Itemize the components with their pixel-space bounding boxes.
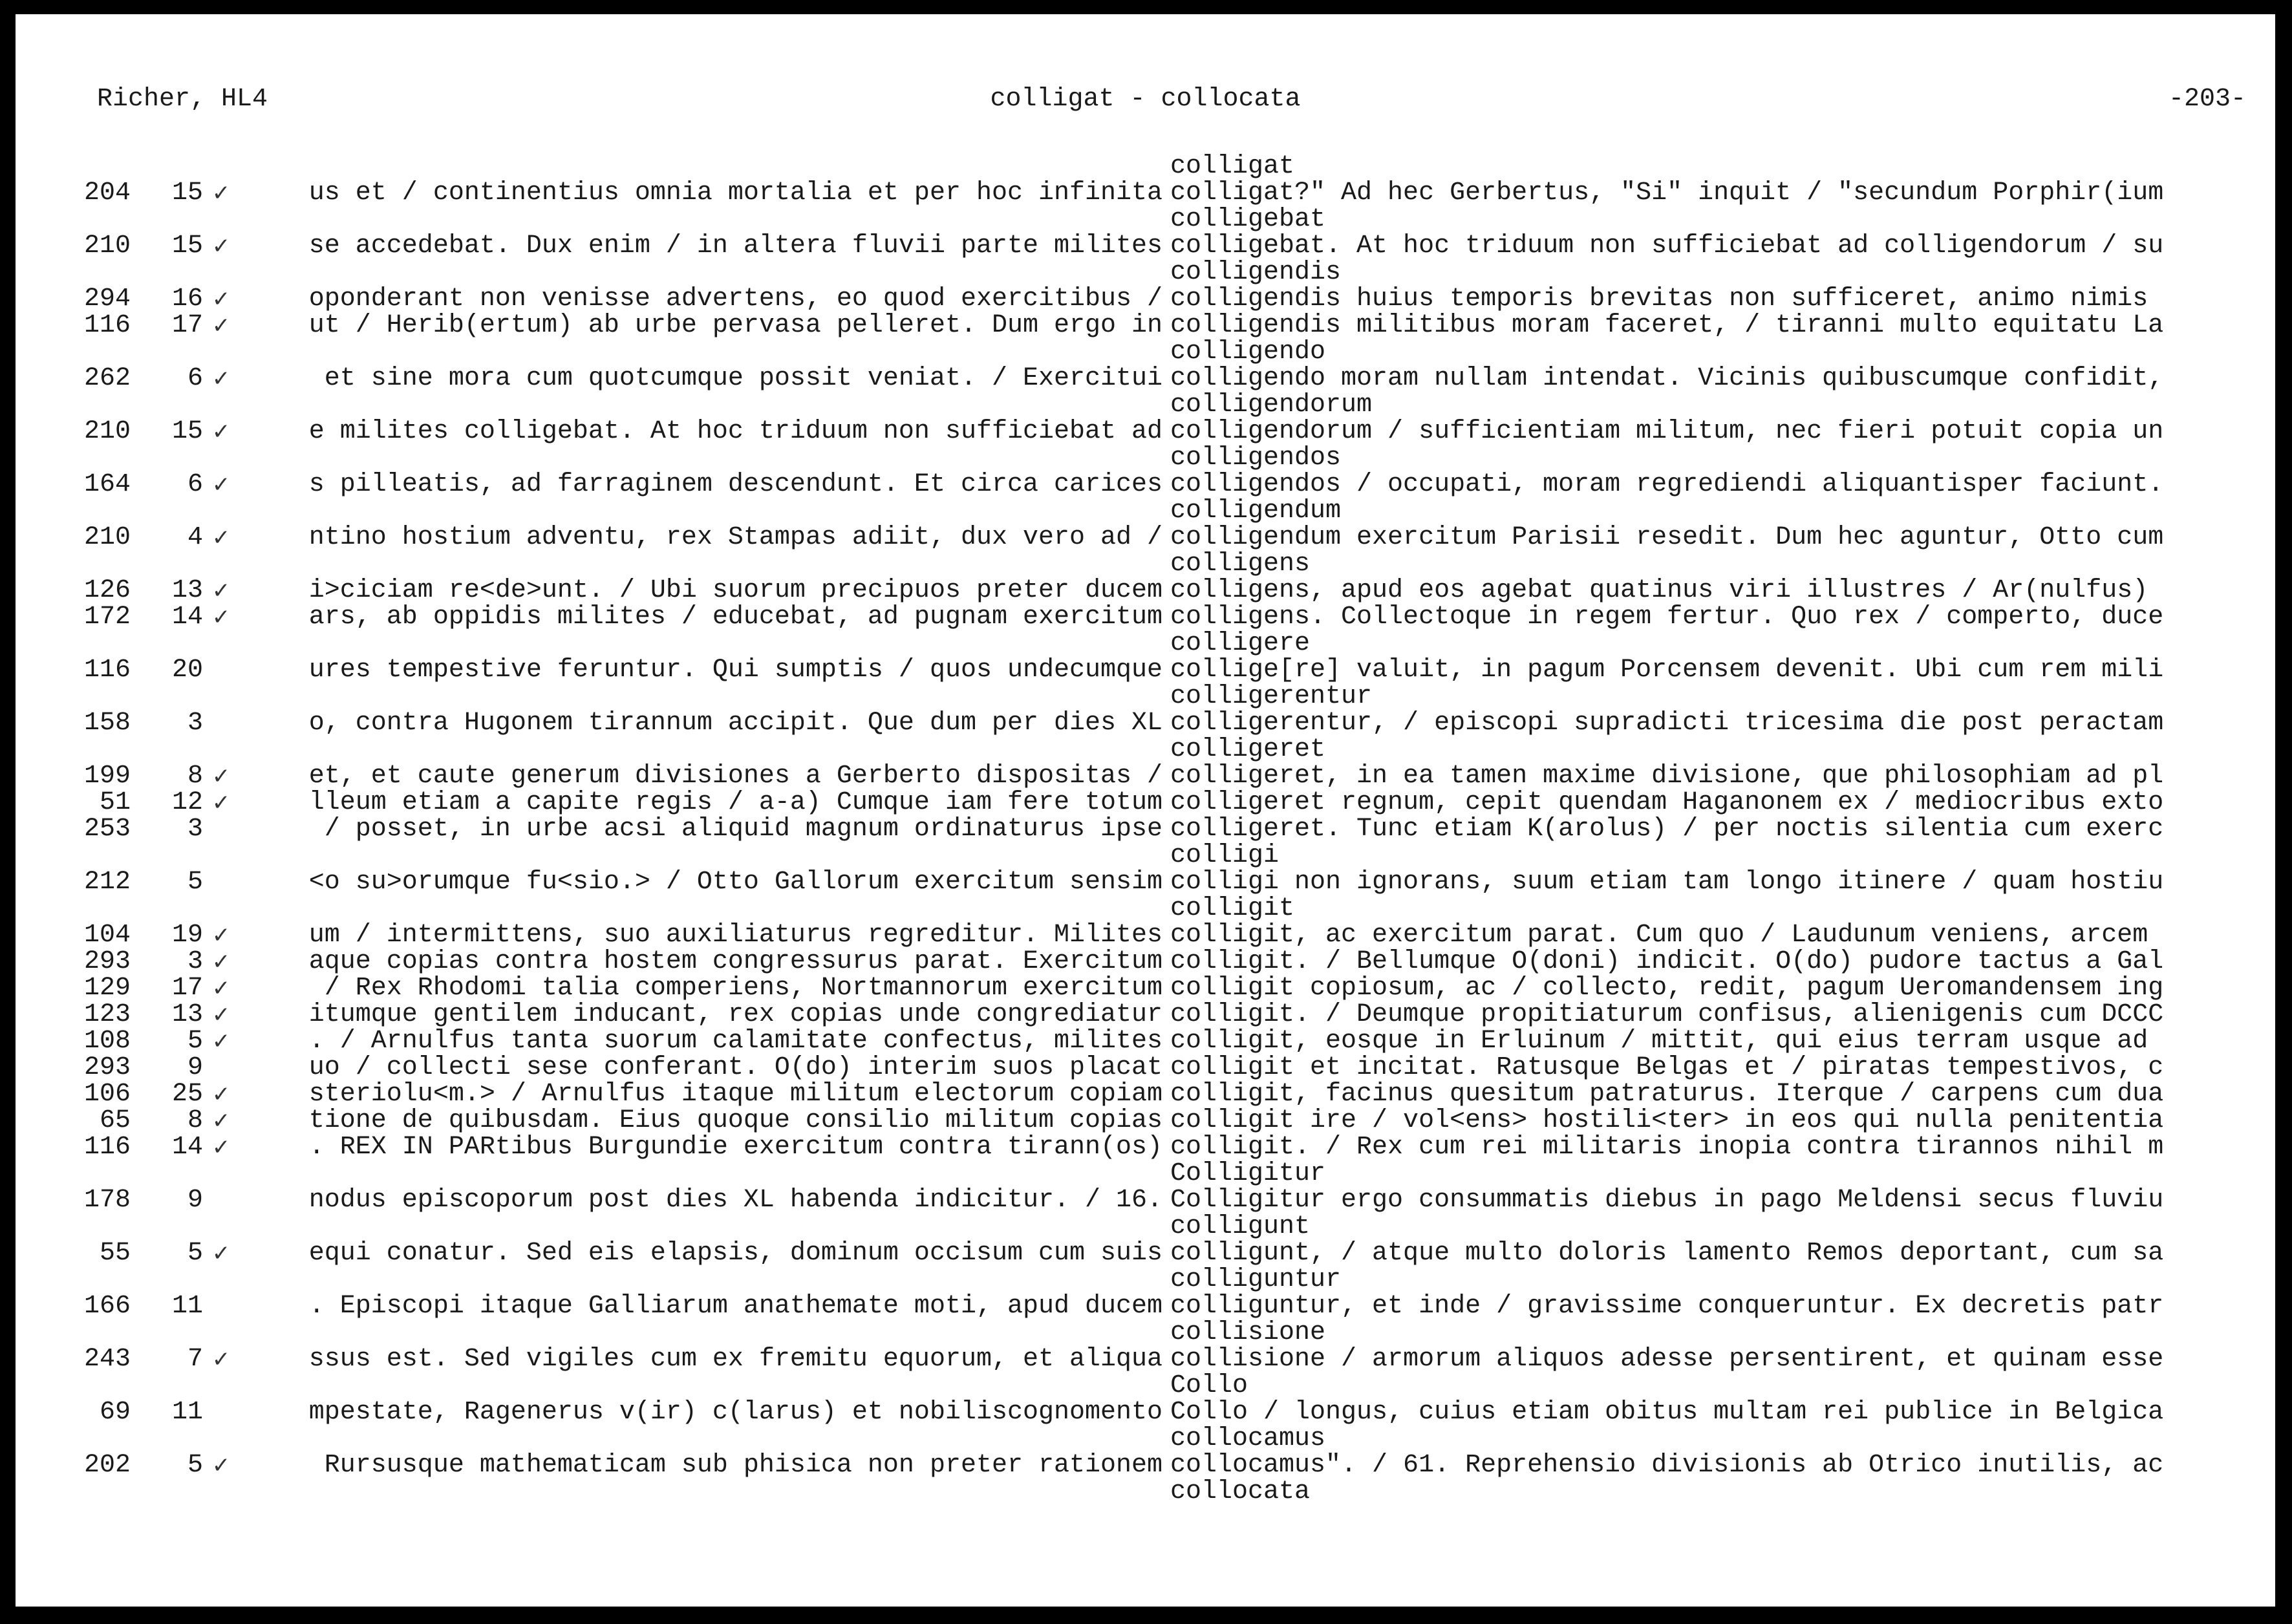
line-number: 13 (171, 1000, 203, 1029)
checkmark-icon: ✓ (211, 604, 231, 630)
concordance-list (16, 14, 2275, 1607)
right-context: colligendo moram nullam intendat. Vicinis quibuscumque confidit, (1170, 365, 2164, 393)
left-context: ures tempestive feruntur. Qui sumptis / quos undecumque (308, 656, 1162, 685)
line-number: 3 (187, 815, 203, 844)
checkmark-icon: ✓ (211, 790, 231, 816)
page-number: 55 (99, 1239, 131, 1268)
left-context: . REX IN PARtibus Burgundie exercitum contra tirann(os) (308, 1133, 1162, 1162)
checkmark-icon: ✓ (211, 1347, 231, 1373)
left-context: ut / Herib(ertum) ab urbe pervasa pelleret. Dum ergo in (308, 312, 1162, 340)
line-number: 15 (171, 417, 203, 446)
left-context: uo / collecti sese conferant. O(do) interim suos placat (308, 1054, 1162, 1082)
page-number: 116 (83, 656, 131, 685)
page-number: 158 (83, 709, 131, 738)
left-context: mpestate, Ragenerus v(ir) c(larus) et nobiliscognomento (308, 1398, 1162, 1427)
left-context: i>ciciam re<de>unt. / Ubi suorum precipuos preter ducem (308, 577, 1162, 605)
line-number: 6 (187, 470, 203, 499)
page-number: 293 (83, 1053, 131, 1082)
line-number: 15 (171, 178, 203, 208)
keyword-heading: colliguntur (1170, 1265, 1342, 1294)
header-range: colligat - collocata (990, 85, 1301, 114)
line-number: 5 (187, 1027, 203, 1056)
left-context: se accedebat. Dux enim / in altera fluvii parte milites (308, 232, 1162, 261)
line-number: 11 (171, 1398, 203, 1427)
left-context: e milites colligebat. At hoc triduum non sufficiebat ad (308, 418, 1162, 446)
right-context: colligens. Collectoque in regem fertur. Quo rex / comperto, duce (1170, 603, 2164, 632)
checkmark-icon: ✓ (211, 1453, 231, 1479)
right-context: colligens, apud eos agebat quatinus viri illustres / Ar(nulfus) (1170, 577, 2148, 605)
right-context: Collo / longus, cuius etiam obitus multam rei publice in Belgica (1170, 1398, 2164, 1427)
keyword-heading: colligendorum (1170, 390, 1373, 420)
keyword-heading: colligebat (1170, 205, 1326, 234)
page-number: 210 (83, 231, 131, 261)
page-number: 69 (99, 1398, 131, 1427)
page-number: 262 (83, 364, 131, 393)
keyword-heading: colligere (1170, 629, 1311, 658)
keyword-heading: colligendo (1170, 337, 1326, 367)
checkmark-icon: ✓ (211, 233, 231, 259)
line-number: 6 (187, 364, 203, 393)
line-number: 25 (171, 1080, 203, 1109)
right-context: colligeret regnum, cepit quendam Haganonem ex / mediocribus exto (1170, 789, 2164, 817)
line-number: 3 (187, 947, 203, 976)
page-number: 51 (99, 788, 131, 817)
line-number: 13 (171, 576, 203, 605)
line-number: 9 (187, 1186, 203, 1215)
checkmark-icon: ✓ (211, 286, 231, 312)
left-context: equi conatur. Sed eis elapsis, dominum occisum cum suis (308, 1239, 1162, 1268)
right-context: colligeret, in ea tamen maxime divisione, que philosophiam ad pl (1170, 762, 2164, 791)
left-context: lleum etiam a capite regis / a-a) Cumque iam fere totum (308, 789, 1162, 817)
keyword-heading: colligit (1170, 894, 1295, 923)
left-context: . / Arnulfus tanta suorum calamitate confectus, milites (308, 1027, 1162, 1056)
keyword-heading: collocata (1170, 1477, 1311, 1506)
keyword-heading: colligerentur (1170, 682, 1373, 711)
line-number: 14 (171, 603, 203, 632)
page-number: 204 (83, 178, 131, 208)
header-author: Richer, HL4 (97, 85, 268, 114)
left-context: Rursusque mathematicam sub phisica non preter rationem (308, 1451, 1162, 1480)
line-number: 8 (187, 762, 203, 791)
page-number: 212 (83, 868, 131, 897)
line-number: 9 (187, 1053, 203, 1082)
page-number: 199 (83, 762, 131, 791)
page-number: 129 (83, 974, 131, 1003)
page-number: 294 (83, 284, 131, 314)
checkmark-icon: ✓ (211, 313, 231, 339)
page-number: 166 (83, 1292, 131, 1321)
page-number: 243 (83, 1345, 131, 1374)
checkmark-icon: ✓ (211, 1108, 231, 1134)
header-page-number: -203- (2168, 85, 2246, 114)
line-number: 11 (171, 1292, 203, 1321)
page-number: 116 (83, 1133, 131, 1162)
left-context: aque copias contra hostem congressurus parat. Exercitum (308, 948, 1162, 976)
left-context: <o su>orumque fu<sio.> / Otto Gallorum exercitum sensim (308, 868, 1162, 897)
line-number: 15 (171, 231, 203, 261)
right-context: colligendum exercitum Parisii resedit. Dum hec aguntur, Otto cum (1170, 524, 2164, 552)
left-context: ars, ab oppidis milites / educebat, ad pugnam exercitum (308, 603, 1162, 632)
keyword-heading: collisione (1170, 1318, 1326, 1347)
concordance-page (16, 14, 2275, 1607)
line-number: 7 (187, 1345, 203, 1374)
right-context: colligit copiosum, ac / collecto, redit, pagum Ueromandensem ing (1170, 974, 2164, 1003)
page-number: 253 (83, 815, 131, 844)
checkmark-icon: ✓ (211, 1082, 231, 1107)
line-number: 4 (187, 523, 203, 552)
right-context: colligerentur, / episcopi supradicti tricesima die post peractam (1170, 709, 2164, 738)
line-number: 8 (187, 1106, 203, 1135)
keyword-heading: colligendum (1170, 497, 1342, 526)
line-number: 17 (171, 974, 203, 1003)
page-number: 178 (83, 1186, 131, 1215)
keyword-heading: collocamus (1170, 1424, 1326, 1453)
keyword-heading: colligat (1170, 152, 1295, 181)
right-context: colligit, facinus quesitum patraturus. Iterque / carpens cum dua (1170, 1080, 2164, 1109)
checkmark-icon: ✓ (211, 472, 231, 498)
page-number: 123 (83, 1000, 131, 1029)
checkmark-icon: ✓ (211, 1029, 231, 1054)
page-number: 202 (83, 1451, 131, 1480)
left-context: ssus est. Sed vigiles cum ex fremitu equorum, et aliqua (308, 1345, 1162, 1374)
left-context: / Rex Rhodomi talia comperiens, Nortmannorum exercitum (308, 974, 1162, 1003)
right-context: colliguntur, et inde / gravissime conqueruntur. Ex decretis patr (1170, 1292, 2164, 1321)
line-number: 5 (187, 1239, 203, 1268)
page-number: 126 (83, 576, 131, 605)
left-context: us et / continentius omnia mortalia et per hoc infinita (308, 179, 1162, 208)
page-number: 210 (83, 523, 131, 552)
line-number: 19 (171, 921, 203, 950)
left-context: oponderant non venisse advertens, eo quod exercitibus / (308, 285, 1162, 314)
right-context: colligendos / occupati, moram regrediendi aliquantisper faciunt. (1170, 471, 2164, 499)
keyword-heading: colligunt (1170, 1212, 1311, 1241)
keyword-heading: Colligitur (1170, 1159, 1326, 1188)
line-number: 5 (187, 868, 203, 897)
checkmark-icon: ✓ (211, 180, 231, 206)
checkmark-icon: ✓ (211, 1002, 231, 1028)
line-number: 14 (171, 1133, 203, 1162)
right-context: colligebat. At hoc triduum non sufficiebat ad colligendorum / su (1170, 232, 2164, 261)
left-context: et, et caute generum divisiones a Gerberto dispositas / (308, 762, 1162, 791)
keyword-heading: colligens (1170, 550, 1311, 579)
left-context: et sine mora cum quotcumque possit veniat. / Exercitui (308, 365, 1162, 393)
page-number: 108 (83, 1027, 131, 1056)
line-number: 20 (171, 656, 203, 685)
left-context: o, contra Hugonem tirannum accipit. Que dum per dies XL (308, 709, 1162, 738)
page-number: 293 (83, 947, 131, 976)
right-context: collisione / armorum aliquos adesse persentirent, et quinam esse (1170, 1345, 2164, 1374)
right-context: colligeret. Tunc etiam K(arolus) / per noctis silentia cum exerc (1170, 815, 2164, 844)
page-number: 116 (83, 311, 131, 340)
right-context: colligat?" Ad hec Gerbertus, "Si" inquit / "secundum Porphir(ium (1170, 179, 2164, 208)
right-context: colligunt, / atque multo doloris lamento Remos deportant, cum sa (1170, 1239, 2164, 1268)
right-context: colligi non ignorans, suum etiam tam longo itinere / quam hostiu (1170, 868, 2164, 897)
line-number: 16 (171, 284, 203, 314)
right-context: colligendis militibus moram faceret, / tiranni multo equitatu La (1170, 312, 2164, 340)
keyword-heading: Collo (1170, 1371, 1248, 1400)
checkmark-icon: ✓ (211, 923, 231, 948)
right-context: collocamus". / 61. Reprehensio divisionis ab Otrico inutilis, ac (1170, 1451, 2164, 1480)
checkmark-icon: ✓ (211, 949, 231, 975)
right-context: colligendis huius temporis brevitas non sufficeret, animo nimis (1170, 285, 2148, 314)
right-context: Colligitur ergo consummatis diebus in pago Meldensi secus fluviu (1170, 1186, 2164, 1215)
page-number: 106 (83, 1080, 131, 1109)
keyword-heading: colligeret (1170, 735, 1326, 764)
left-context: um / intermittens, suo auxiliaturus regreditur. Milites (308, 921, 1162, 950)
left-context: s pilleatis, ad farraginem descendunt. Et circa carices (308, 471, 1162, 499)
line-number: 17 (171, 311, 203, 340)
keyword-heading: colligendis (1170, 258, 1342, 287)
checkmark-icon: ✓ (211, 1241, 231, 1266)
line-number: 3 (187, 709, 203, 738)
right-context: colligit ire / vol<ens> hostili<ter> in eos qui nulla penitentia (1170, 1107, 2164, 1135)
page-number: 172 (83, 603, 131, 632)
keyword-heading: colligendos (1170, 443, 1342, 473)
right-context: colligit, ac exercitum parat. Cum quo / Laudunum veniens, arcem (1170, 921, 2148, 950)
checkmark-icon: ✓ (211, 366, 231, 392)
keyword-heading: colligi (1170, 841, 1280, 870)
left-context: nodus episcoporum post dies XL habenda indicitur. / 16. (308, 1186, 1162, 1215)
left-context: . Episcopi itaque Galliarum anathemate moti, apud ducem (308, 1292, 1162, 1321)
checkmark-icon: ✓ (211, 419, 231, 445)
checkmark-icon: ✓ (211, 764, 231, 789)
checkmark-icon: ✓ (211, 1135, 231, 1160)
right-context: colligit, eosque in Erluinum / mittit, qui eius terram usque ad (1170, 1027, 2148, 1056)
left-context: tione de quibusdam. Eius quoque consilio militum copias (308, 1107, 1162, 1135)
right-context: colligit. / Rex cum rei militaris inopia contra tirannos nihil m (1170, 1133, 2164, 1162)
left-context: / posset, in urbe acsi aliquid magnum ordinaturus ipse (308, 815, 1162, 844)
left-context: itumque gentilem inducant, rex copias unde congrediatur (308, 1001, 1162, 1029)
left-context: steriolu<m.> / Arnulfus itaque militum electorum copiam (308, 1080, 1162, 1109)
right-context: colligendorum / sufficientiam militum, nec fieri potuit copia un (1170, 418, 2164, 446)
page-number: 210 (83, 417, 131, 446)
left-context: ntino hostium adventu, rex Stampas adiit, dux vero ad / (308, 524, 1162, 552)
checkmark-icon: ✓ (211, 976, 231, 1001)
page-number: 65 (99, 1106, 131, 1135)
right-context: colligit et incitat. Ratusque Belgas et / piratas tempestivos, c (1170, 1054, 2164, 1082)
page-number: 164 (83, 470, 131, 499)
checkmark-icon: ✓ (211, 578, 231, 604)
right-context: colligit. / Bellumque O(doni) indicit. O(do) pudore tactus a Gal (1170, 948, 2164, 976)
line-number: 5 (187, 1451, 203, 1480)
right-context: colligit. / Deumque propitiaturum confisus, alienigenis cum DCCC (1170, 1001, 2164, 1029)
right-context: collige[re] valuit, in pagum Porcensem devenit. Ubi cum rem mili (1170, 656, 2164, 685)
checkmark-icon: ✓ (211, 525, 231, 551)
page-number: 104 (83, 921, 131, 950)
line-number: 12 (171, 788, 203, 817)
